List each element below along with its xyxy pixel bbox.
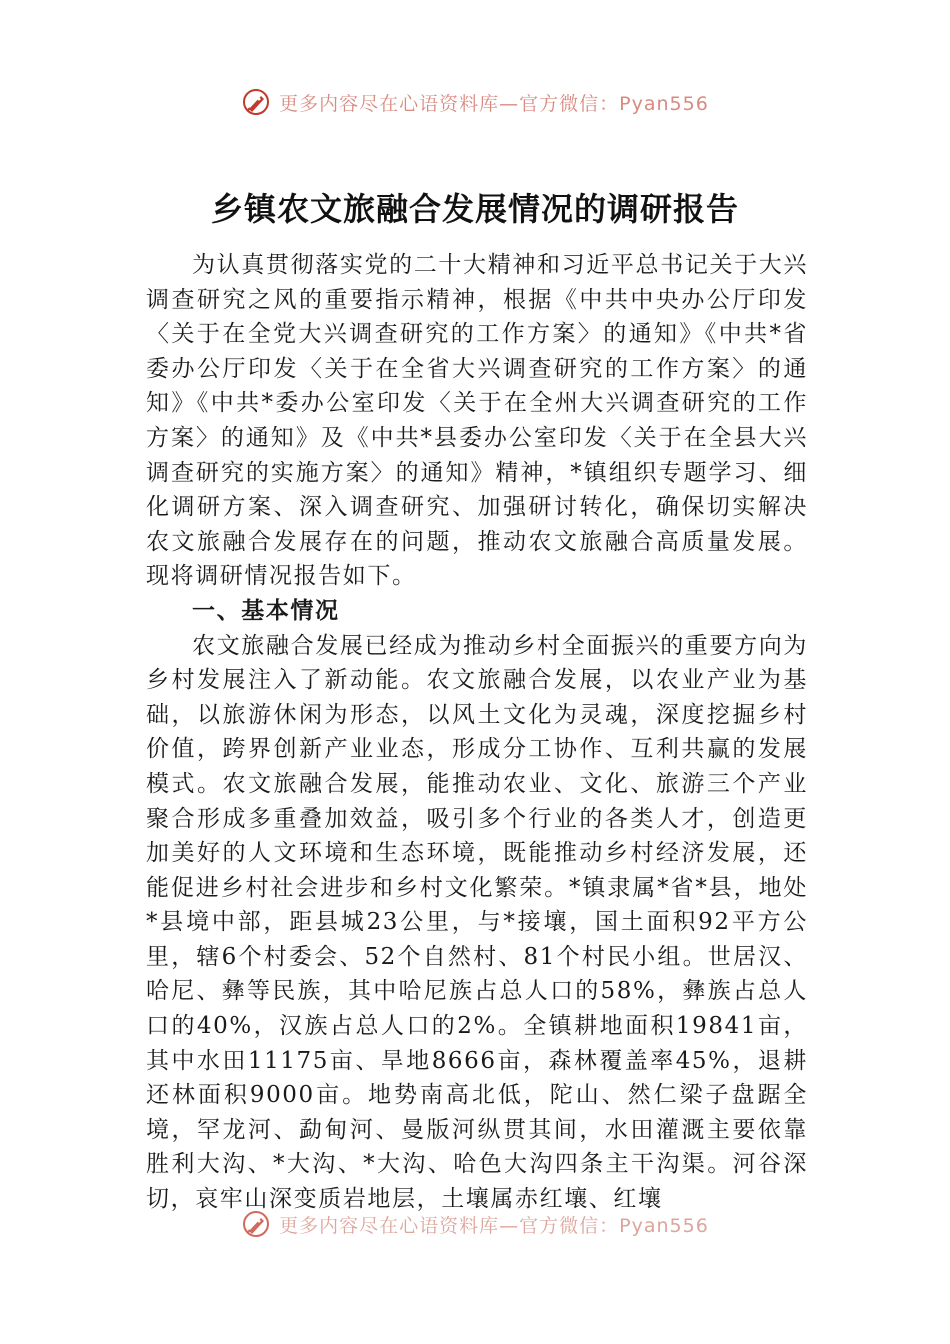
document-title: 乡镇农文旅融合发展情况的调研报告: [210, 190, 739, 228]
watermark-header: [0, 82, 950, 122]
document-body: [146, 248, 808, 1217]
watermark-text: 更多内容尽在心语资料库—官方微信：Pyan556: [279, 1214, 709, 1237]
section-heading-basic-situation: 一、基本情况: [192, 597, 340, 624]
pen-nib-circle-logo-icon: [241, 1209, 271, 1239]
basic-situation-paragraph: 农文旅融合发展已经成为推动乡村全面振兴的重要方向为乡村发展注入了新动能。农文旅融合发展，以农业产业为基础，以旅游休闲为形态，以风土文化为灵魂，深度挖掘乡村价值，跨界创新产业业态，形成分工协作、互利共赢的发展模式。农文旅融合发展，能推动农业、文化、旅游三个产业聚合形成多重叠加效益，吸引多个行业的各类人才，创造更加美好的人文环境和生态环境，既能推动乡村经济发展，还能促进乡村社会进步和乡村文化繁荣。*镇隶属*省*县，地处*县境中部，距县城23公里，与*接壤，国土面积92平方公里，辖6个村委会、52个自然村、81个村民小组。世居汉、哈尼、彝等民族，其中哈尼族占总人口的58%，彝族占总人口的40%，汉族占总人口的2%。全镇耕地面积19841亩，其中水田11175亩、旱地8666亩，森林覆盖率45%，退耕还林面积9000亩。地势南高北低，陀山、然仁梁子盘踞全境，罕龙河、勐甸河、曼版河纵贯其间，水田灌溉主要依靠胜利大沟、*大沟、*大沟、哈色大沟四条主干沟渠。河谷深切，哀牢山深变质岩地层，土壤属赤红壤、红壤: [146, 632, 808, 1213]
watermark-text: 更多内容尽在心语资料库—官方微信：Pyan556: [279, 92, 709, 115]
intro-paragraph: 为认真贯彻落实党的二十大精神和习近平总书记关于大兴调查研究之风的重要指示精神，根据《中共中央办公厅印发〈关于在全党大兴调查研究的工作方案〉的通知》《中共*省委办公厅印发〈关于在全省大兴调查研究的工作方案〉的通知》《中共*委办公室印发〈关于在全州大兴调查研究的工作方案〉的通知》及《中共*县委办公室印发〈关于在全县大兴调查研究的实施方案〉的通知》精神，*镇组织专题学习、细化调研方案、深入调查研究、加强研讨转化，确保切实解决农文旅融合发展存在的问题，推动农文旅融合高质量发展。现将调研情况报告如下。: [146, 252, 808, 590]
pen-nib-circle-logo-icon: [241, 87, 271, 117]
watermark-footer: [0, 1204, 950, 1244]
